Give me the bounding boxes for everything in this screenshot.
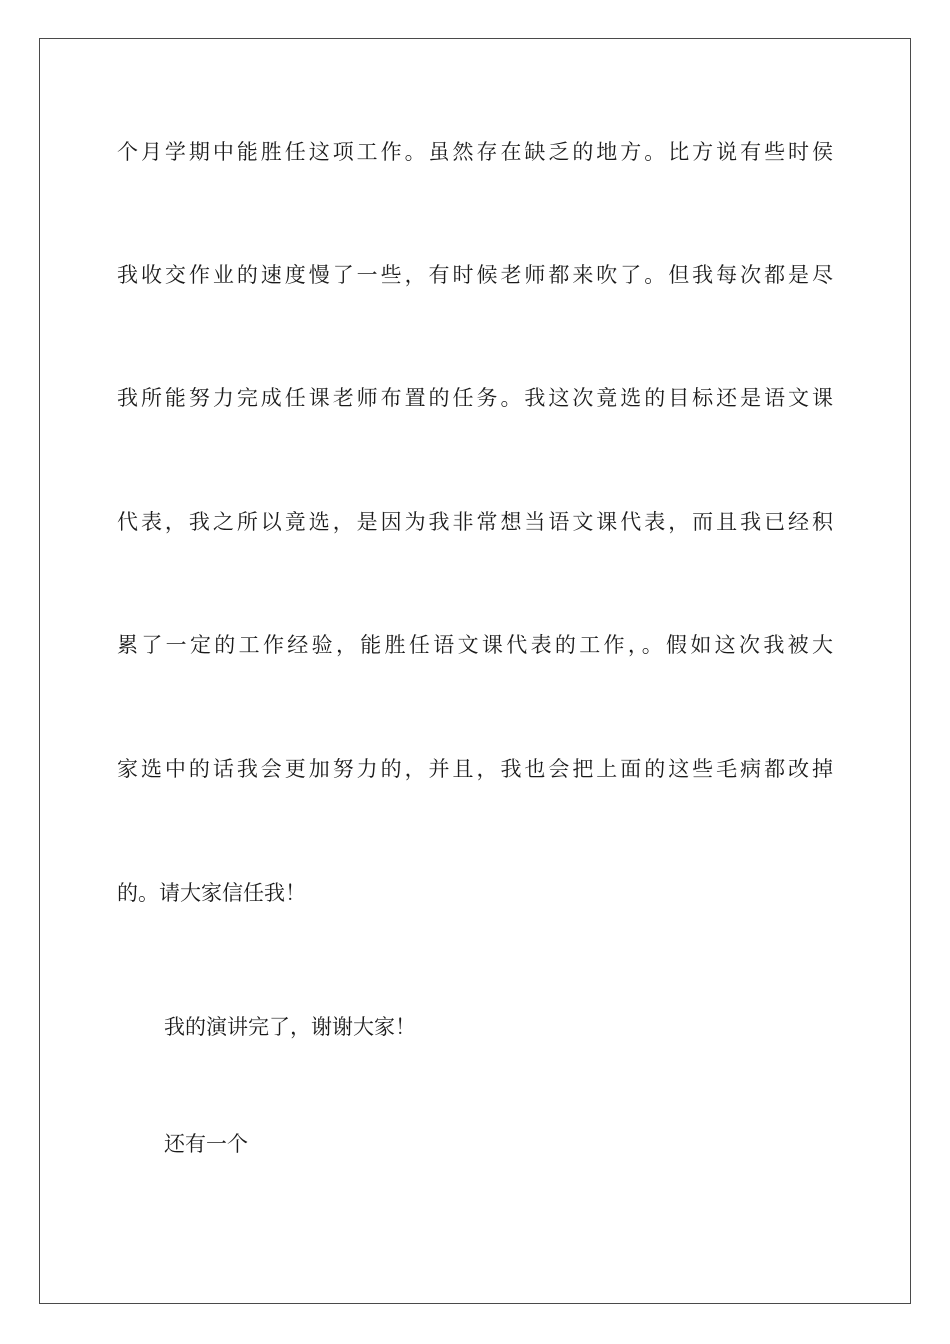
paragraph-line-2: 我收交作业的速度慢了一些，有时候老师都来吹了。但我每次都是尽 (117, 263, 833, 287)
closing-line: 我的演讲完了，谢谢大家！ (164, 1015, 416, 1039)
paragraph-line-3: 我所能努力完成任课老师布置的任务。我这次竟选的目标还是语文课 (117, 386, 833, 410)
next-section-line: 还有一个 (164, 1132, 248, 1156)
paragraph-line-5: 累了一定的工作经验，能胜任语文课代表的工作，。假如这次我被大 (117, 633, 833, 657)
paragraph-line-1: 个月学期中能胜任这项工作。虽然存在缺乏的地方。比方说有些时侯 (117, 140, 833, 164)
paragraph-line-4: 代表，我之所以竟选，是因为我非常想当语文课代表，而且我已经积 (117, 510, 833, 534)
paragraph-line-7: 的。请大家信任我！ (117, 881, 306, 905)
page-border (39, 38, 911, 1304)
paragraph-line-6: 家选中的话我会更加努力的，并且，我也会把上面的这些毛病都改掉 (117, 757, 833, 781)
